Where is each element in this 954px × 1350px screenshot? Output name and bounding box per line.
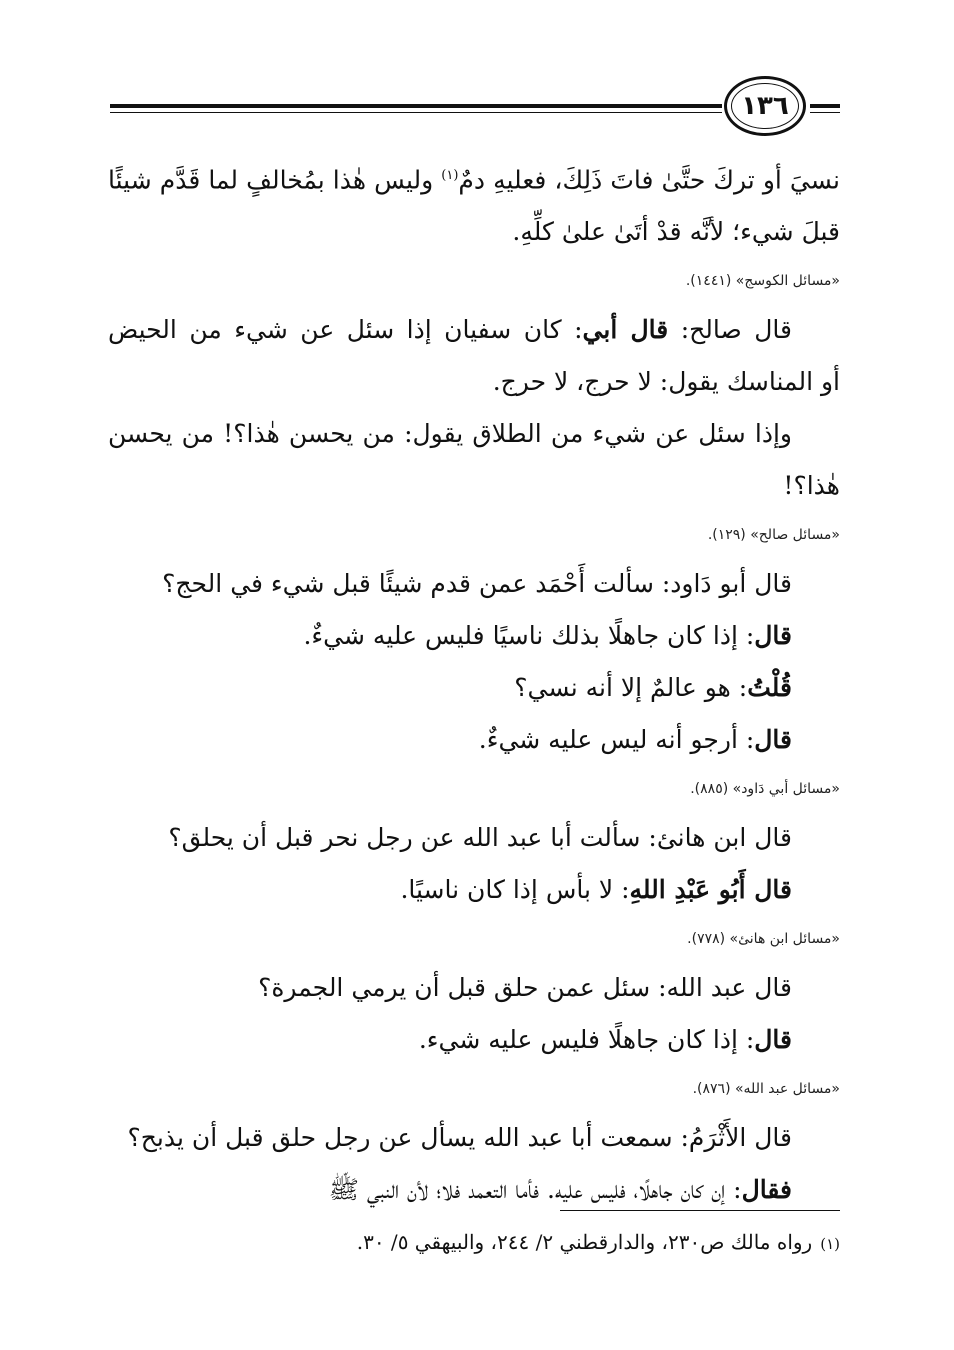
footnote-mark: (١) <box>820 1235 840 1253</box>
speaker-label: قال أَبُو عَبْدِ اللهِ <box>629 875 792 905</box>
speaker-label: قال <box>754 1025 792 1055</box>
speaker-label: قال <box>754 725 792 755</box>
source-citation: «مسائل صالح» (١٢٩). <box>707 527 840 544</box>
speaker-label: قال أبي <box>582 315 669 345</box>
text-line <box>108 150 840 206</box>
header-rule-right-thin <box>810 112 840 113</box>
text-line <box>108 1164 840 1216</box>
speaker-label: قُلْتُ <box>747 673 792 703</box>
text-segment: : إذا كان جاهلًا بذلك ناسيًا فليس عليه شيءٌ. <box>303 621 755 651</box>
text-line: قال الأَثْرَمُ: سمعت أبا عبد الله يسأل عن رجل حلق قبل أن يذبح؟ <box>127 1123 792 1153</box>
source-citation: «مسائل أبي دَاود» (٨٨٥). <box>690 781 840 798</box>
text-line: أو المناسك يقول: لا حرج، لا حرج. <box>492 367 840 397</box>
text-line: قال ابن هانئ: سألت أبا عبد الله عن رجل نحر قبل أن يحلق؟ <box>168 823 792 853</box>
text-line <box>108 304 840 356</box>
page-number-badge <box>724 76 806 136</box>
text-line: قبلَ شيء؛ لأنَّه قدْ أتَىٰ علىٰ كلِّهِ. <box>512 217 840 247</box>
header-rule <box>110 104 722 108</box>
footnote-reference[interactable]: (١) <box>441 168 459 183</box>
footnote-text: رواه مالك ص٢٣٠، والدارقطني ٢/ ٢٤٤، والبيهقي ٥/ ٣٠. <box>356 1230 813 1254</box>
source-citation: «مسائل عبد الله» (٨٧٦). <box>692 1081 840 1098</box>
text-segment: : كان سفيان إذا سئل عن شيء من الحيض <box>108 315 583 345</box>
source-citation: «مسائل الكوسج» (١٤٤١). <box>685 273 840 290</box>
text-line <box>108 610 840 662</box>
text-segment: : إذا كان جاهلًا فليس عليه شيء. <box>418 1025 755 1055</box>
text-segment: وليس هٰذا بمُخالفٍ لما قَدَّم شيئًا <box>108 165 442 195</box>
text-segment: قال صالح: <box>668 315 792 345</box>
text-line: قال عبد الله: سئل عمن حلق قبل أن يرمي الجمرة؟ <box>258 973 792 1003</box>
text-line <box>108 662 840 714</box>
text-line <box>108 1014 840 1066</box>
speaker-label: فقال <box>741 1175 792 1205</box>
text-line: قال أبو دَاود: سألت أَحْمَد عمن قدم شيئًا قبل شيء في الحج؟ <box>162 569 792 599</box>
text-segment: : إن كان جاهلًا، فليس عليه. فأما التعمد فلا؛ لأن النبي ﷺ <box>328 1175 742 1205</box>
header-rule-right <box>810 104 840 108</box>
header-rule-thin <box>110 112 722 113</box>
page-header <box>110 74 840 134</box>
text-segment: : أرجو أنه ليس عليه شيءٌ. <box>478 725 755 755</box>
text-segment: : هو عالمٌ إلا أنه نسي؟ <box>514 673 748 703</box>
page-body <box>108 150 840 1216</box>
text-line: هٰذا؟! <box>783 471 840 501</box>
text-line <box>108 864 840 916</box>
page-number: ١٣٦ <box>741 91 789 121</box>
text-line: وإذا سئل عن شيء من الطلاق يقول: من يحسن هٰذا؟! من يحسن <box>108 419 792 449</box>
footnote-divider <box>560 1210 840 1211</box>
text-segment: : لا بأس إذا كان ناسيًا. <box>400 875 630 905</box>
speaker-label: قال <box>754 621 792 651</box>
footnote <box>108 1222 840 1264</box>
text-line <box>108 714 840 766</box>
text-segment: نسيَ أو تركَ حتَّىٰ فاتَ ذَلِكَ، فعليهِ دمٌ <box>458 165 840 195</box>
source-citation: «مسائل ابن هانئ» (٧٧٨). <box>687 931 840 948</box>
